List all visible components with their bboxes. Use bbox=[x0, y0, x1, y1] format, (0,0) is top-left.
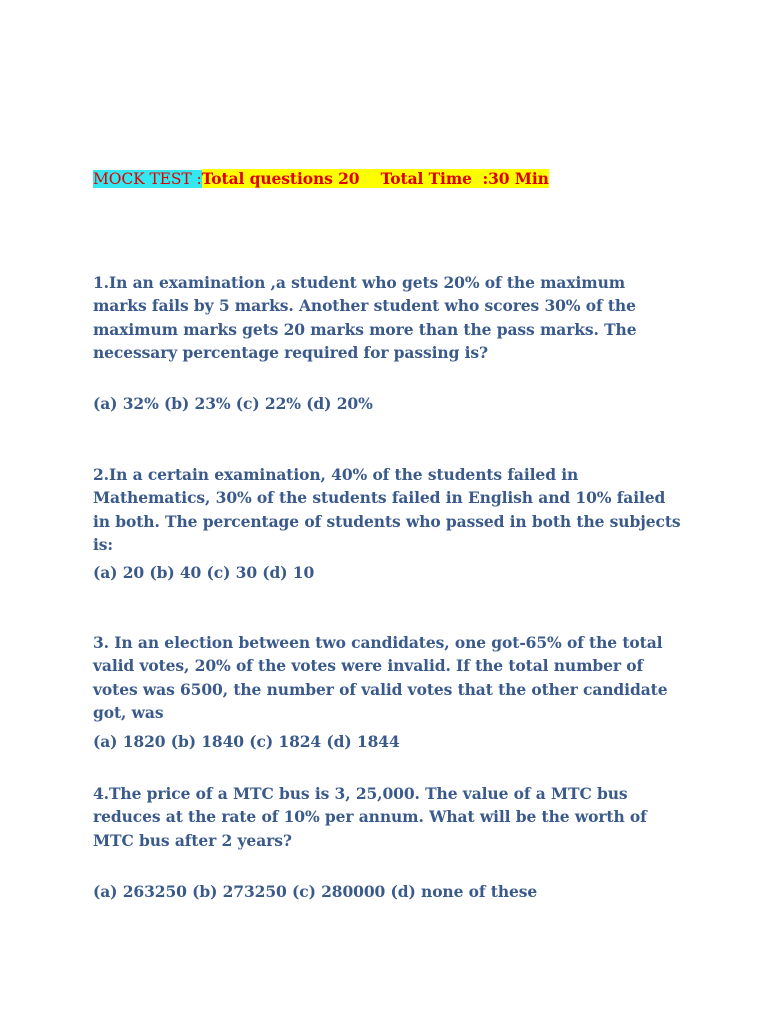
question-4-text: 4.The price of a MTC bus is 3, 25,000. The value of a MTC bus reduces at the rate of 10% per annum. What will be the worth of MTC bus after 2 years? bbox=[93, 784, 647, 850]
question-2-options: (a) 20 (b) 40 (c) 30 (d) 10 bbox=[93, 563, 315, 582]
question-4-options: (a) 263250 (b) 273250 (c) 280000 (d) none of these bbox=[93, 882, 538, 901]
question-3-text: 3. In an election between two candidates, one got-65% of the total valid votes, 20% of the votes were invalid. If the total number of votes was 6500, the number of valid votes that the other candidate got, was bbox=[93, 633, 668, 722]
question-3-options: (a) 1820 (b) 1840 (c) 1824 (d) 1844 bbox=[93, 732, 400, 751]
question-1-text: 1.In an examination ,a student who gets 20% of the maximum marks fails by 5 marks. Another student who scores 30% of the maximum marks gets 20 marks more than the pass marks. The necessary percentage required for passing is? bbox=[93, 273, 637, 362]
test-header bbox=[93, 168, 549, 190]
question-1-options: (a) 32% (b) 23% (c) 22% (d) 20% bbox=[93, 394, 373, 413]
mock-test-label: MOCK TEST : bbox=[93, 170, 202, 188]
question-2-text: 2.In a certain examination, 40% of the students failed in Mathematics, 30% of the students failed in English and 10% failed in both. The percentage of students who passed in both the subjects is: bbox=[93, 465, 681, 554]
test-summary: Total questions 20 Total Time :30 Min bbox=[201, 169, 549, 188]
